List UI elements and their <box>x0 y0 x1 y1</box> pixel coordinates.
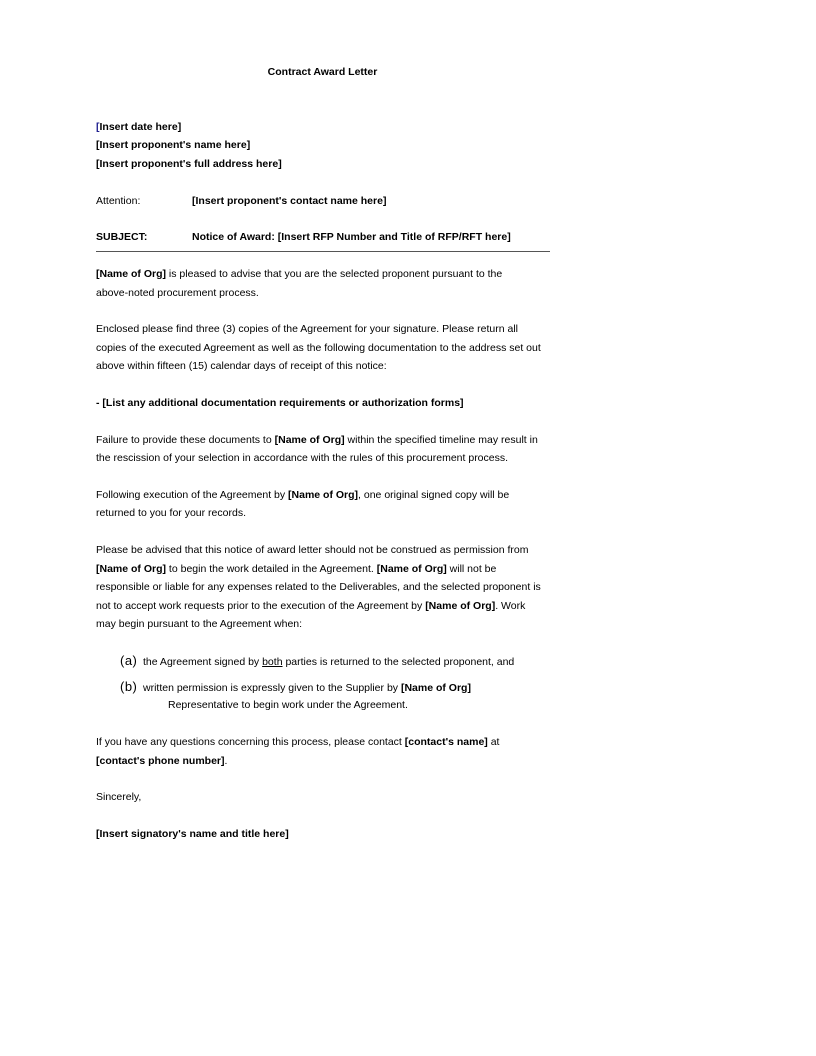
paragraph-5-line-1: Please be advised that this notice of award letter should not be construed as permission from <box>96 544 529 556</box>
paragraph-1-line-1 <box>96 268 502 281</box>
attention-label: Attention: <box>96 195 141 207</box>
paragraph-5-line-4 <box>96 600 525 613</box>
org-placeholder: [Name of Org] <box>96 268 167 280</box>
org-placeholder: [Name of Org] <box>376 563 447 575</box>
proponent-address-placeholder: [Insert proponent's full address here] <box>96 158 282 170</box>
document-title: Contract Award Letter <box>267 66 378 78</box>
paragraph-2-line-3: above within fifteen (15) calendar days of receipt of this notice: <box>96 360 387 372</box>
closing: Sincerely, <box>96 791 142 803</box>
attention-line <box>96 195 386 208</box>
contact-phone-placeholder: [contact's phone number] <box>96 755 225 767</box>
paragraph-text: If you have any questions concerning this process, please contact <box>96 736 405 748</box>
org-placeholder: [Name of Org] <box>96 563 167 575</box>
condition-text: written permission is expressly given to the Supplier by <box>143 682 401 694</box>
subject-label: SUBJECT: <box>96 231 148 243</box>
condition-item-a <box>120 654 514 669</box>
contact-name-placeholder: [contact's name] <box>404 736 488 748</box>
condition-item-b <box>120 680 471 695</box>
paragraph-text: Following execution of the Agreement by <box>96 489 289 501</box>
paragraph-2-line-2: copies of the executed Agreement as well as the following documentation to the address set out <box>96 342 541 354</box>
date-bracket: [ <box>96 121 100 133</box>
date-text: Insert date here] <box>99 121 182 133</box>
attention-value: [Insert proponent's contact name here] <box>192 195 387 207</box>
paragraph-text: at <box>487 736 500 748</box>
paragraph-text: within the specified timeline may result in <box>344 434 538 446</box>
org-placeholder: [Name of Org] <box>425 600 496 612</box>
subject-line <box>96 231 511 244</box>
paragraph-text: . <box>224 755 228 767</box>
paragraph-2-line-1: Enclosed please find three (3) copies of the Agreement for your signature. Please return all <box>96 323 518 335</box>
paragraph-4-line-2: returned to you for your records. <box>96 507 246 519</box>
date-placeholder <box>96 121 181 134</box>
paragraph-text: Failure to provide these documents to <box>96 434 275 446</box>
paragraph-text: will not be <box>446 563 497 575</box>
subject-divider <box>96 251 550 252</box>
proponent-name-placeholder: [Insert proponent's name here] <box>96 139 251 151</box>
emphasis-underline: both <box>262 656 283 668</box>
org-placeholder: [Name of Org] <box>400 682 471 694</box>
paragraph-text: to begin the work detailed in the Agreement. <box>166 563 377 575</box>
condition-text: the Agreement signed by <box>143 656 263 668</box>
condition-item-b-continuation: Representative to begin work under the Agreement. <box>168 699 408 711</box>
paragraph-text: is pleased to advise that you are the selected proponent pursuant to the <box>166 268 503 280</box>
subject-value: Notice of Award: [Insert RFP Number and Title of RFP/RFT here] <box>192 231 511 243</box>
paragraph-5-line-3: responsible or liable for any expenses related to the Deliverables, and the selected proponent is <box>96 581 541 593</box>
org-placeholder: [Name of Org] <box>274 434 345 446</box>
paragraph-4-line-1 <box>96 489 509 502</box>
paragraph-5-line-5: may begin pursuant to the Agreement when: <box>96 618 303 630</box>
paragraph-3-line-2: the rescission of your selection in accordance with the rules of this procurement process. <box>96 452 509 464</box>
condition-text: parties is returned to the selected proponent, and <box>282 656 515 668</box>
paragraph-6-line-1 <box>96 736 499 749</box>
paragraph-text: , one original signed copy will be <box>358 489 510 501</box>
paragraph-text: . Work <box>495 600 526 612</box>
paragraph-3-line-1 <box>96 434 538 447</box>
list-marker-a: (a) <box>120 653 138 668</box>
paragraph-6-line-2 <box>96 755 227 768</box>
signatory-placeholder: [Insert signatory's name and title here] <box>96 828 289 840</box>
org-placeholder: [Name of Org] <box>288 489 359 501</box>
list-marker-b: (b) <box>120 679 138 694</box>
documentation-requirements-placeholder: - [List any additional documentation requirements or authorization forms] <box>96 397 464 409</box>
paragraph-5-line-2 <box>96 563 496 576</box>
paragraph-text: not to accept work requests prior to the execution of the Agreement by <box>96 600 426 612</box>
paragraph-1-line-2: above-noted procurement process. <box>96 287 259 299</box>
